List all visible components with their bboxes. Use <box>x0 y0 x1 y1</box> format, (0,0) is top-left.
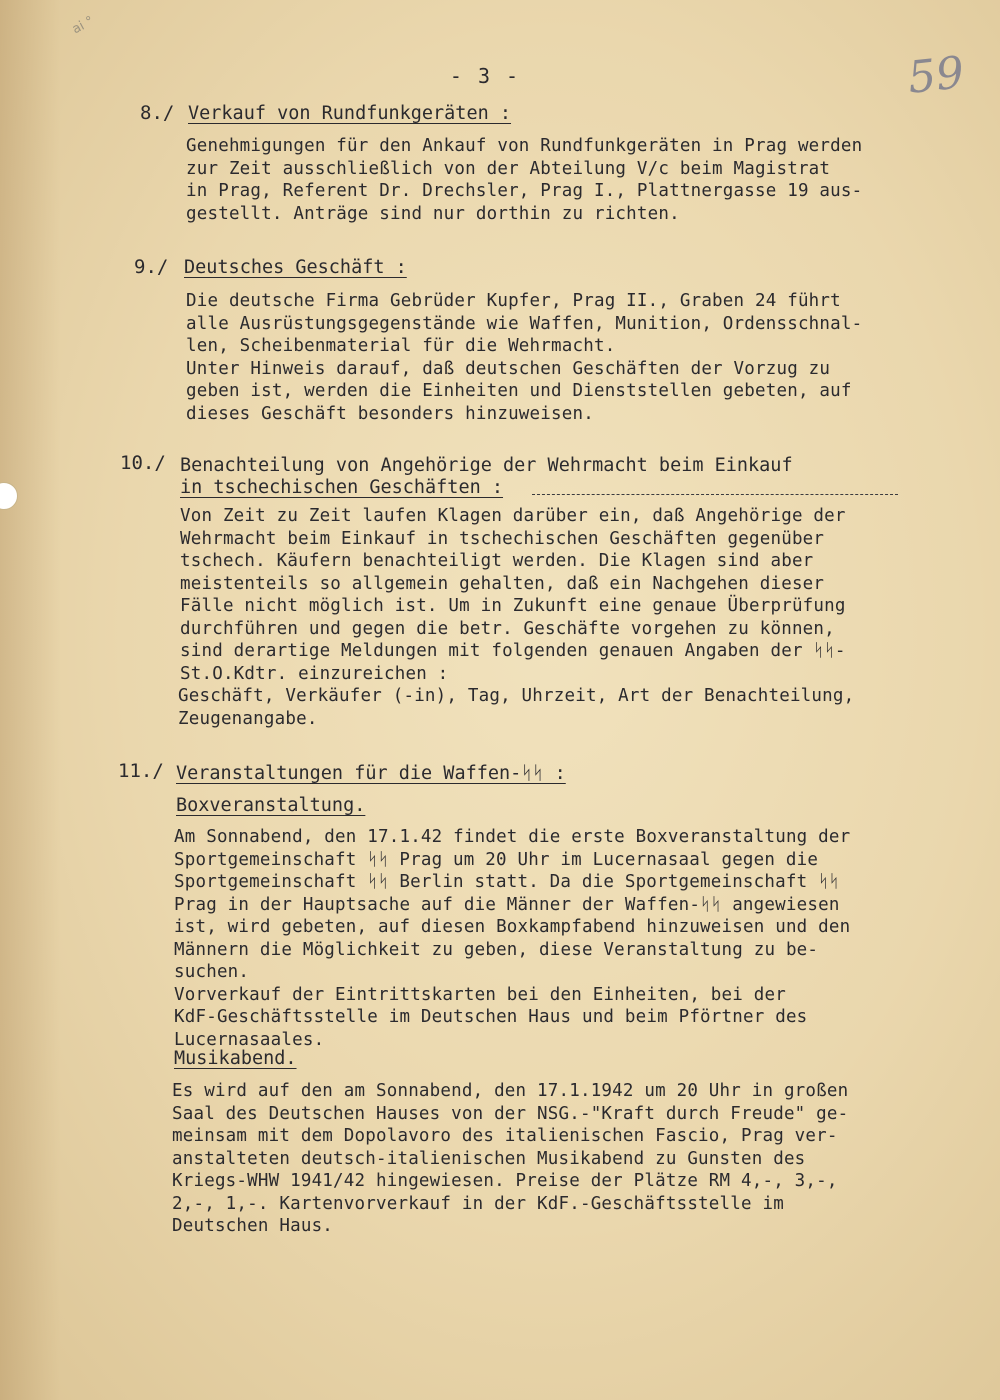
text-line: gestellt. Anträge sind nur dorthin zu richten. <box>186 203 680 224</box>
pencil-annotation: ai ° <box>69 13 97 38</box>
text-line: alle Ausrüstungsgegenstände wie Waffen, Munition, Ordensschnal- <box>186 313 863 334</box>
text-line: Unter Hinweis darauf, daß deutschen Geschäften der Vorzug zu <box>186 358 831 379</box>
text-line: Die deutsche Firma Gebrüder Kupfer, Prag II., Graben 24 führt <box>186 291 841 311</box>
section-9-title: Deutsches Geschäft : <box>184 257 407 278</box>
section-8-number: 8./ <box>140 102 175 124</box>
text-line: anstalteten deutsch-italienischen Musikabend zu Gunsten des <box>172 1148 806 1169</box>
text-line: Kriegs-WHW 1941/42 hingewiesen. Preise der Plätze RM 4,-, 3,-, <box>172 1171 838 1191</box>
text-line: Prag in der Hauptsache auf die Männer der Waffen-ᛋᛋ angewiesen <box>174 894 840 915</box>
text-line: tschech. Käufern benachteiligt werden. Die Klagen sind aber <box>180 551 814 571</box>
music-evening-subheading: Musikabend. <box>174 1048 297 1069</box>
page-number: - 3 - <box>449 64 521 88</box>
paper-edge-shading <box>0 0 60 1400</box>
music-evening-body <box>172 1080 848 1238</box>
section-11-number: 11./ <box>118 760 164 782</box>
text-line: geben ist, werden die Einheiten und Dienststellen gebeten, auf <box>186 381 852 401</box>
text-line: in Prag, Referent Dr. Drechsler, Prag I., Plattnergasse 19 aus- <box>186 181 863 201</box>
text-line: durchführen und gegen die betr. Geschäfte vorgehen zu können, <box>180 618 835 639</box>
title-line: in tschechischen Geschäften : <box>180 477 504 498</box>
text-line: suchen. <box>174 962 250 982</box>
text-line: Vorverkauf der Eintrittskarten bei den Einheiten, bei der <box>174 984 786 1005</box>
boxing-event-subheading: Boxveranstaltung. <box>176 795 366 816</box>
text-line: Von Zeit zu Zeit laufen Klagen darüber ein, daß Angehörige der <box>180 506 846 526</box>
boxing-event-body <box>174 826 850 1051</box>
text-line: Saal des Deutschen Hauses von der NSG.-"Kraft durch Freude" ge- <box>172 1103 849 1124</box>
handwritten-folio-number: 59 <box>905 47 967 104</box>
text-line: KdF-Geschäftsstelle im Deutschen Haus und beim Pförtner des <box>174 1007 808 1027</box>
text-line: Am Sonnabend, den 17.1.42 findet die erste Boxveranstaltung der <box>174 827 851 847</box>
section-10-dashed-rule <box>532 494 898 495</box>
text-line: meinsam mit dem Dopolavoro des italienischen Fascio, Prag ver- <box>172 1126 838 1146</box>
section-10-number: 10./ <box>120 452 166 474</box>
text-line: 2,-, 1,-. Kartenvorverkauf in der KdF.-Geschäftsstelle im <box>172 1193 784 1214</box>
section-10-required-details <box>178 685 854 730</box>
text-line: Geschäft, Verkäufer (-in), Tag, Uhrzeit, Art der Benachteilung, <box>178 686 855 706</box>
text-line: len, Scheibenmaterial für die Wehrmacht. <box>186 336 616 356</box>
section-11-title: Veranstaltungen für die Waffen-ᛋᛋ : <box>176 763 566 784</box>
section-8-body <box>186 135 862 225</box>
section-10-body <box>180 505 846 685</box>
text-line: meistenteils so allgemein gehalten, daß ein Nachgehen dieser <box>180 573 825 594</box>
section-9-body <box>186 290 862 425</box>
section-10-title <box>180 455 793 499</box>
text-line: Es wird auf den am Sonnabend, den 17.1.1942 um 20 Uhr in großen <box>172 1081 849 1101</box>
text-line: Sportgemeinschaft ᛋᛋ Prag um 20 Uhr im Lucernasaal gegen die <box>174 849 819 870</box>
title-line: Benachteilung von Angehörige der Wehrmacht beim Einkauf <box>180 455 793 476</box>
text-line: zur Zeit ausschließlich von der Abteilung V/c beim Magistrat <box>186 158 831 179</box>
text-line: Wehrmacht beim Einkauf in tschechischen Geschäften gegenüber <box>180 528 825 549</box>
text-line: Männern die Möglichkeit zu geben, diese Veranstaltung zu be- <box>174 939 819 960</box>
text-line: Genehmigungen für den Ankauf von Rundfunkgeräten in Prag werden <box>186 136 863 156</box>
text-line: ist, wird gebeten, auf diesen Boxkampfabend hinzuweisen und den <box>174 917 851 937</box>
text-line: St.O.Kdtr. einzureichen : <box>180 663 449 684</box>
text-line: dieses Geschäft besonders hinzuweisen. <box>186 403 594 424</box>
text-line: Lucernasaales. <box>174 1029 325 1050</box>
text-line: Zeugenangabe. <box>178 708 318 729</box>
section-9-number: 9./ <box>134 256 169 278</box>
text-line: Fälle nicht möglich ist. Um in Zukunft eine genaue Überprüfung <box>180 596 846 616</box>
text-line: Sportgemeinschaft ᛋᛋ Berlin statt. Da die Sportgemeinschaft ᛋᛋ <box>174 872 840 892</box>
section-8-title: Verkauf von Rundfunkgeräten : <box>188 103 512 124</box>
text-line: sind derartige Meldungen mit folgenden genauen Angaben der ᛋᛋ- <box>180 641 846 661</box>
text-line: Deutschen Haus. <box>172 1216 334 1236</box>
